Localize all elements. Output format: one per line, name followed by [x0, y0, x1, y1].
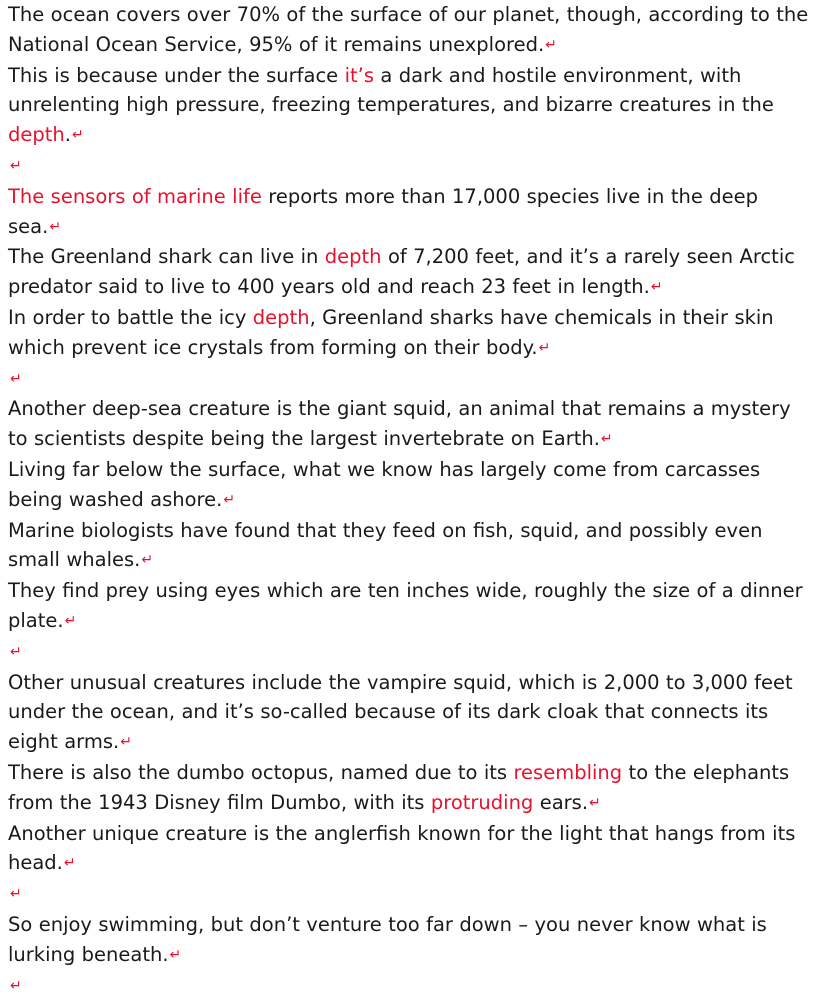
paragraph-mark-icon: ↵ [9, 365, 22, 395]
paragraph-mark-icon: ↵ [9, 880, 22, 910]
text-run: So enjoy swimming, but don’t venture too far down – you never know what is lurking beneath. [8, 913, 767, 966]
paragraph-mark-icon: ↵ [600, 431, 613, 447]
highlighted-text-run: resembling [513, 761, 622, 784]
text-run: The Greenland shark can live in [8, 245, 325, 268]
paragraph[interactable] [8, 303, 810, 364]
highlighted-text-run: depth [325, 245, 382, 268]
paragraph-mark-icon: ↵ [48, 219, 61, 235]
highlighted-text-run: protruding [431, 791, 533, 814]
paragraph[interactable] [8, 516, 810, 577]
paragraph[interactable] [8, 971, 810, 1001]
paragraph[interactable] [8, 151, 810, 182]
document-text-body[interactable] [8, 0, 810, 1001]
text-run: reports more than 17,000 species live in the deep sea. [8, 185, 758, 238]
text-run: The ocean covers over 70% of the surface of our planet, though, according to the National Ocean Service, 95% of it remains unexplored. [8, 3, 808, 56]
paragraph-mark-icon: ↵ [71, 127, 84, 143]
paragraph-mark-icon: ↵ [9, 152, 22, 182]
paragraph[interactable] [8, 576, 810, 637]
text-run: of 7,200 feet, and it’s a rarely seen Arctic predator said to live to 400 years old and reach 23 feet in length. [8, 245, 795, 298]
paragraph[interactable] [8, 758, 810, 819]
paragraph[interactable] [8, 637, 810, 668]
text-run: Another deep-sea creature is the giant squid, an animal that remains a mystery to scientists despite being the largest invertebrate on Earth. [8, 397, 791, 450]
paragraph-mark-icon: ↵ [140, 552, 153, 568]
paragraph[interactable] [8, 910, 810, 971]
text-run: Another unique creature is the anglerfish known for the light that hangs from its head. [8, 822, 795, 875]
text-run: Other unusual creatures include the vampire squid, which is 2,000 to 3,000 feet under the ocean, and it’s so-called because of its dark cloak that connects its eight arms. [8, 671, 793, 754]
text-run: There is also the dumbo octopus, named due to its [8, 761, 513, 784]
highlighted-text-run: The sensors of marine life [8, 185, 262, 208]
paragraph-mark-icon: ↵ [538, 340, 551, 356]
paragraph-mark-icon: ↵ [169, 947, 182, 963]
text-run: . [65, 123, 71, 146]
paragraph[interactable] [8, 242, 810, 303]
text-run: a dark and hostile environment, with unrelenting high pressure, freezing temperatures, and bizarre creatures in the [8, 64, 774, 117]
paragraph-mark-icon: ↵ [63, 855, 76, 871]
paragraph-mark-icon: ↵ [119, 734, 132, 750]
text-run: In order to battle the icy [8, 306, 253, 329]
paragraph-mark-icon: ↵ [64, 613, 77, 629]
paragraph[interactable] [8, 668, 810, 758]
paragraph-mark-icon: ↵ [650, 279, 663, 295]
paragraph-mark-icon: ↵ [544, 37, 557, 53]
highlighted-text-run: depth [253, 306, 310, 329]
text-run: , Greenland sharks have chemicals in their skin which prevent ice crystals from forming on their body. [8, 306, 774, 359]
highlighted-text-run: it’s [345, 64, 374, 87]
text-run: This is because under the surface [8, 64, 345, 87]
paragraph[interactable] [8, 819, 810, 880]
paragraph-mark-icon: ↵ [222, 492, 235, 508]
text-run: ears. [533, 791, 588, 814]
paragraph[interactable] [8, 394, 810, 455]
text-run: They find prey using eyes which are ten inches wide, roughly the size of a dinner plate. [8, 579, 803, 632]
paragraph[interactable] [8, 61, 810, 151]
highlighted-text-run: depth [8, 123, 65, 146]
text-run: Marine biologists have found that they feed on fish, squid, and possibly even small whales. [8, 519, 762, 572]
paragraph[interactable] [8, 182, 810, 243]
paragraph-mark-icon: ↵ [9, 972, 22, 1001]
paragraph-mark-icon: ↵ [588, 795, 601, 811]
paragraph-mark-icon: ↵ [9, 638, 22, 668]
paragraph[interactable] [8, 455, 810, 516]
text-run: to the elephants from the 1943 Disney film Dumbo, with its [8, 761, 789, 814]
paragraph[interactable] [8, 0, 810, 61]
paragraph[interactable] [8, 879, 810, 910]
text-run: Living far below the surface, what we know has largely come from carcasses being washed ashore. [8, 458, 760, 511]
paragraph[interactable] [8, 364, 810, 395]
